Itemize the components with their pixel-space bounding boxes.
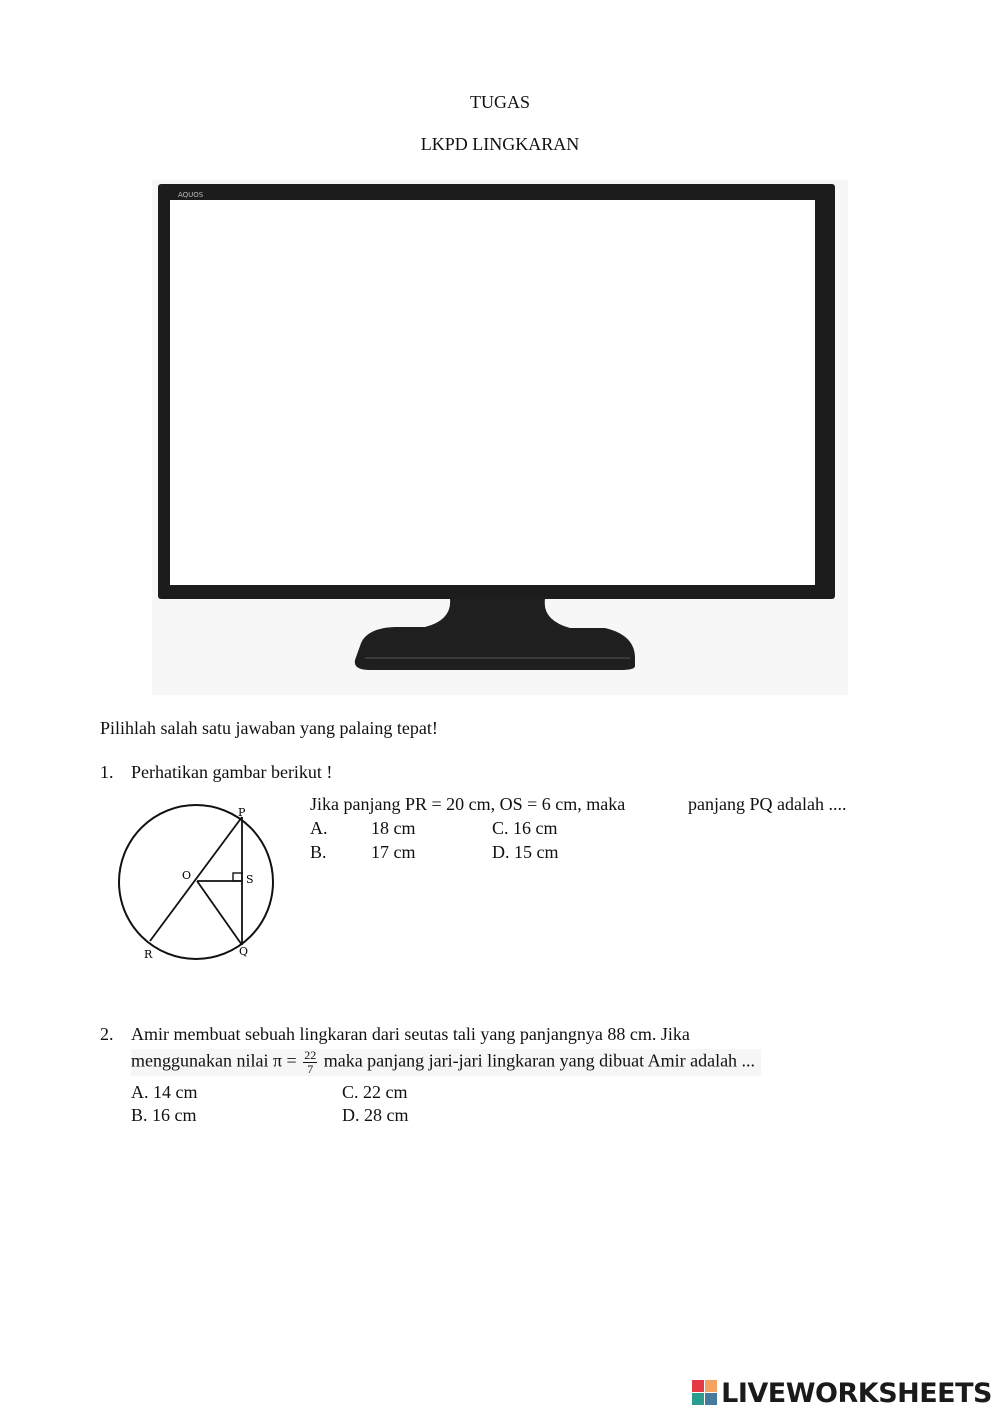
label-q: Q [239,945,249,958]
q2-option-d[interactable]: D. 28 cm [342,1105,409,1125]
page-title: TUGAS [469,92,530,112]
fraction-denominator: 7 [307,1062,314,1076]
pi-fraction [303,1049,317,1076]
q1-option-c[interactable]: C. 16 cm [492,818,558,838]
q2-option-c[interactable]: C. 22 cm [342,1082,408,1102]
q2-option-b[interactable]: B. 16 cm [131,1105,197,1125]
fraction-numerator: 22 [304,1048,317,1062]
q1-statement-end: panjang PQ adalah .... [688,794,847,814]
q2-line2 [131,1049,761,1076]
page-subtitle: LKPD LINGKARAN [420,134,580,154]
q1-number: 1. [100,762,114,782]
monitor-brand: AQUOS [178,191,204,199]
liveworksheets-logo[interactable] [692,1376,992,1410]
q1-option-a[interactable]: 18 cm [371,818,416,838]
instruction-text: Pilihlah salah satu jawaban yang palaing tepat! [100,718,438,738]
label-p: P [238,806,246,819]
q1-option-b-letter: B. [310,842,327,862]
label-s: S [246,873,254,886]
q1-option-b[interactable]: 17 cm [371,842,416,862]
logo-icon [692,1380,718,1406]
circle-figure [108,800,298,970]
label-o: O [182,869,192,882]
q1-statement: Jika panjang PR = 20 cm, OS = 6 cm, maka [310,794,626,814]
monitor-screen [170,200,815,585]
q2-number: 2. [100,1024,114,1044]
q2-line2-start: menggunakan nilai π = [131,1050,297,1071]
monitor-illustration [150,180,850,700]
logo-text: LIVEWORKSHEETS [721,1377,992,1409]
q2-option-a[interactable]: A. 14 cm [131,1082,198,1102]
q1-option-a-letter: A. [310,818,328,838]
q2-line2-end: maka panjang jari-jari lingkaran yang dibuat Amir adalah ... [323,1050,756,1071]
q2-line1: Amir membuat sebuah lingkaran dari seutas tali yang panjangnya 88 cm. Jika [131,1024,690,1044]
label-r: R [144,948,153,961]
q1-option-d[interactable]: D. 15 cm [492,842,559,862]
q1-prompt: Perhatikan gambar berikut ! [131,762,333,782]
